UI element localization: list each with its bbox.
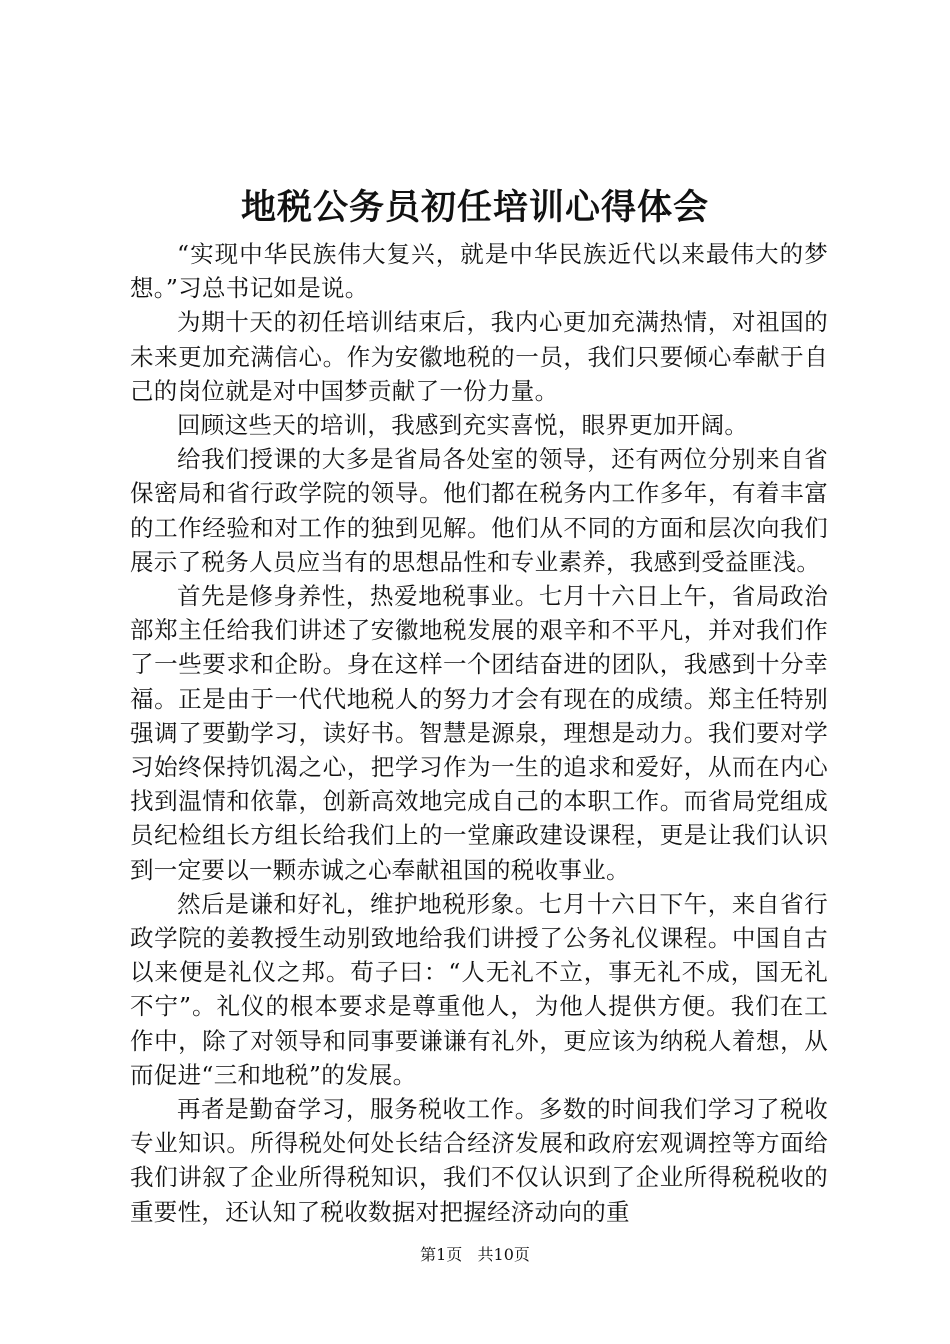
- paragraph: 再者是勤奋学习，服务税收工作。多数的时间我们学习了税收专业知识。所得税处何处长结合经济发展和政府宏观调控等方面给我们讲叙了企业所得税知识，我们不仅认识到了企业所得税税收的重要性，还认知了税收数据对把握经济动向的重: [130, 1095, 828, 1226]
- paragraph: 回顾这些天的培训，我感到充实喜悦，眼界更加开阔。: [177, 411, 749, 440]
- page-number: 第1页: [420, 1245, 463, 1264]
- paragraph: “实现中华民族伟大复兴，就是中华民族近代以来最伟大的梦想。”习总书记如是说。: [130, 240, 828, 303]
- paragraph: 为期十天的初任培训结束后，我内心更加充满热情，对祖国的未来更加充满信心。作为安徽地税的一员，我们只要倾心奉献于自己的岗位就是对中国梦贡献了一份力量。: [130, 308, 828, 405]
- document-title: 地税公务员初任培训心得体会: [240, 187, 709, 228]
- paragraph: 然后是谦和好礼，维护地税形象。七月十六日下午，来自省行政学院的姜教授生动别致地给我们讲授了公务礼仪课程。中国自古以来便是礼仪之邦。荀子曰：“人无礼不立，事无礼不成，国无礼不宁”。礼仪的根本要求是尊重他人，为他人提供方便。我们在工作中，除了对领导和同事要谦谦有礼外，更应该为纳税人着想，从而促进“三和地税”的发展。: [130, 889, 828, 1089]
- paragraph: 首先是修身养性，热爱地税事业。七月十六日上午，省局政治部郑主任给我们讲述了安徽地税发展的艰辛和不平凡，并对我们作了一些要求和企盼。身在这样一个团结奋进的团队，我感到十分幸福。正是由于一代代地税人的努力才会有现在的成绩。郑主任特别强调了要勤学习，读好书。智慧是源泉，理想是动力。我们要对学习始终保持饥渴之心，把学习作为一生的追求和爱好，从而在内心找到温情和依靠，创新高效地完成自己的本职工作。而省局党组成员纪检组长方组长给我们上的一堂廉政建设课程，更是让我们认识到一定要以一颗赤诚之心奉献祖国的税收事业。: [130, 582, 828, 884]
- document-body: [130, 237, 828, 1229]
- page-total: 共10页: [477, 1245, 530, 1264]
- page-footer: [0, 1244, 950, 1266]
- paragraph: 给我们授课的大多是省局各处室的领导，还有两位分别来自省保密局和省行政学院的领导。他们都在税务内工作多年，有着丰富的工作经验和对工作的独到见解。他们从不同的方面和层次向我们展示了税务人员应当有的思想品性和专业素养，我感到受益匪浅。: [130, 445, 828, 576]
